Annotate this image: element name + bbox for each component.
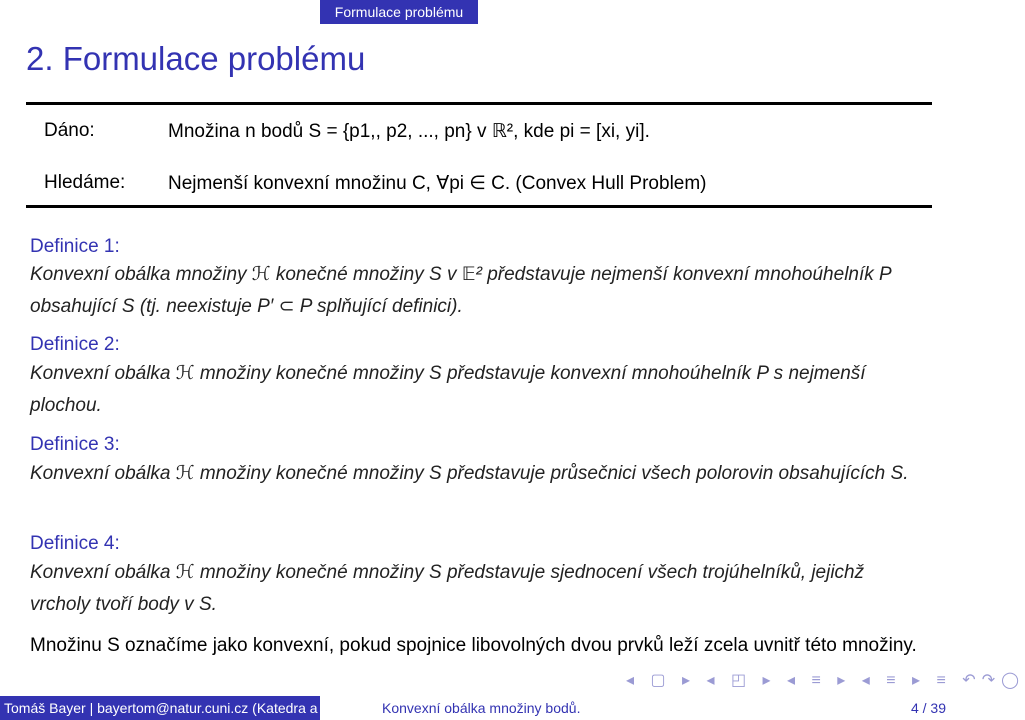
definition-4-title: Definice 4:: [30, 533, 120, 554]
definition-2-text: Konvexní obálka ℋ množiny konečné množiny S představuje konvexní mnohoúhelník P s nejmenší plochou.: [30, 363, 866, 416]
convex-set-note: Množinu S označíme jako konvexní, pokud spojnice libovolných dvou prvků leží zcela uvnitř této množiny.: [30, 635, 917, 656]
definition-3-text: Konvexní obálka ℋ množiny konečné množiny S představuje průsečnici všech polorovin obsahujících S.: [30, 463, 909, 484]
beamer-navigation-icons[interactable]: ◂ ▢ ▸ ◂ ◰ ▸ ◂ ≡ ▸ ◂ ≡ ▸ ≡ ↶↷◯: [626, 672, 1025, 689]
slide-title: 2. Formulace problému: [26, 40, 366, 77]
definition-4-text: Konvexní obálka ℋ množiny konečné množiny S představuje sjednocení všech trojúhelníků, jejichž vrcholy tvoří body v S.: [30, 562, 865, 615]
definition-1-title: Definice 1:: [30, 236, 120, 257]
find-text: Nejmenší konvexní množinu C, ∀pi ∈ C. (Convex Hull Problem): [168, 173, 707, 194]
find-label: Hledáme:: [44, 172, 126, 193]
definition-3-title: Definice 3:: [30, 434, 120, 455]
top-rule: [26, 102, 932, 105]
definition-1-text: Konvexní obálka množiny ℋ konečné množiny S v 𝔼² představuje nejmenší konvexní mnohoúhelník P obsahující S (tj. neexistuje P′ ⊂ P splňující definici).: [30, 264, 892, 317]
given-label: Dáno:: [44, 120, 95, 141]
section-label[interactable]: Formulace problému: [320, 0, 478, 24]
topbar-left: [0, 0, 320, 24]
given-text: Množina n bodů S = {p1,, p2, ..., pn} v ℝ², kde pi = [xi, yi].: [168, 121, 650, 142]
footer-right: [320, 696, 960, 720]
bottom-rule: [26, 205, 932, 208]
footer-page-number: 4 / 39: [910, 700, 946, 716]
footer-author: Tomáš Bayer | bayertom@natur.cuni.cz (Katedra a: [0, 696, 320, 720]
footer-bar: [0, 696, 960, 720]
footer-talk-title: Konvexní obálka množiny bodů.: [382, 700, 581, 716]
top-navigation-bar: [0, 0, 960, 24]
definition-2-title: Definice 2:: [30, 334, 120, 355]
